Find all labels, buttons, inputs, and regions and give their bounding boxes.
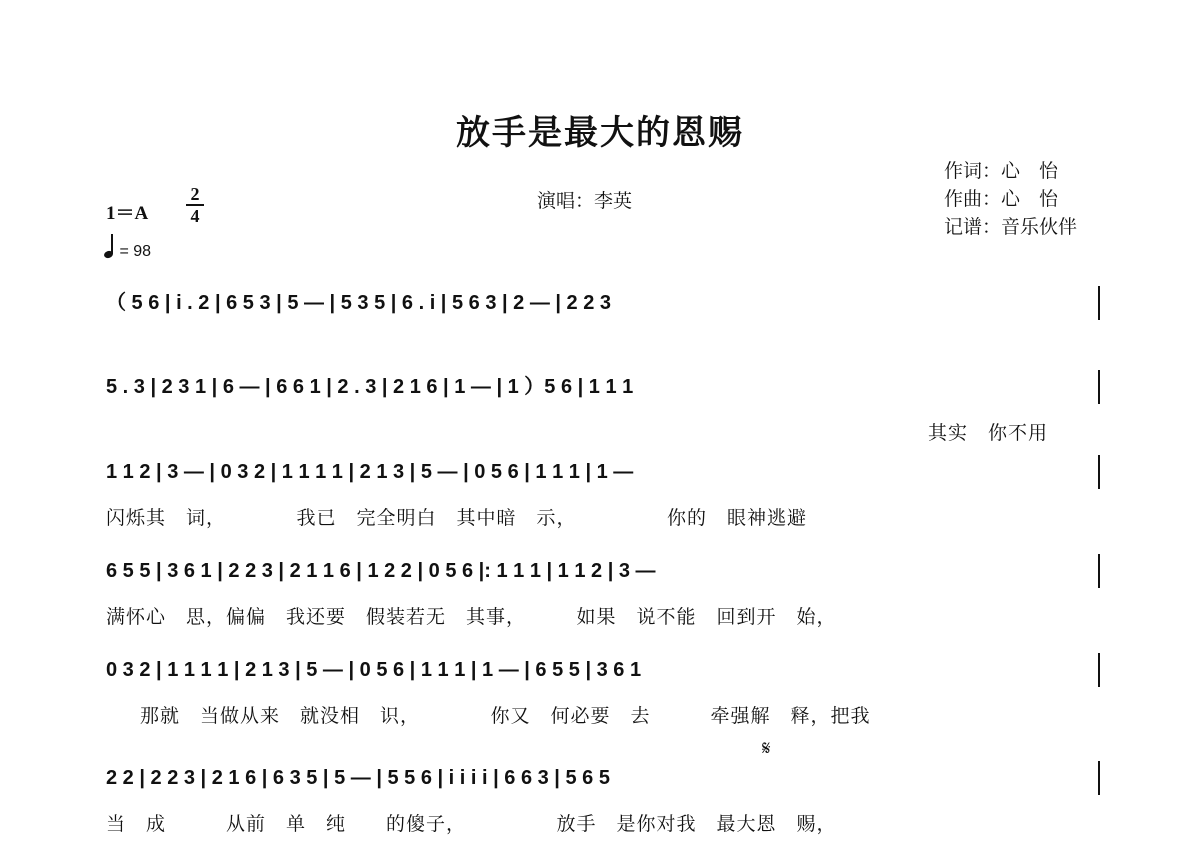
- key-signature: 1＝A: [106, 203, 149, 224]
- row-3-end-barline: [1098, 455, 1100, 489]
- row-5-end-barline: [1098, 653, 1100, 687]
- row-6-end-barline: [1098, 761, 1100, 795]
- staff-row-5: [0, 655, 1200, 727]
- time-signature: [186, 184, 204, 226]
- row-4-lyrics: 满怀心 思，偏偏 我还要 假装若无 其事， 如果 说不能 回到开 始，: [106, 606, 837, 628]
- time-signature-top: 2: [190, 184, 200, 204]
- row-4-notes: 6 5 5 | 3 6 1 | 2 2 3 | 2 1 1 6 | 1 2 2 | 0 5 6 |: 1 1 1 | 1 1 2 | 3 —: [106, 560, 656, 582]
- row-6-lyrics: 当 成 从前 单 纯 的傻子， 放手 是你对我 最大恩 赐，: [106, 813, 837, 835]
- row-1-notes: （ 5 6 | i . 2 | 6 5 3 | 5 — | 5 3 5 | 6 . i | 5 6 3 | 2 — | 2 2 3: [106, 292, 612, 314]
- lyricist-credit: 作词：心 怡: [944, 160, 1059, 182]
- row-3-notes: 1 1 2 | 3 — | 0 3 2 | 1 1 1 1 | 2 1 3 | 5 — | 0 5 6 | 1 1 1 | 1 —: [106, 461, 634, 483]
- row-6-notes: 2 2 | 2 2 3 | 2 1 6 | 6 3 5 | 5 — | 5 5 6 | i i i i | 6 6 3 | 5 6 5: [106, 767, 610, 789]
- row-3-lyrics: 闪烁其 词， 我已 完全明白 其中暗 示， 你的 眼神逃避: [106, 507, 808, 529]
- row-5-notes: 0 3 2 | 1 1 1 1 | 2 1 3 | 5 — | 0 5 6 | 1 1 1 | 1 — | 6 5 5 | 3 6 1: [106, 659, 642, 681]
- tempo-marking: [104, 236, 151, 261]
- staff-row-2: [0, 372, 1200, 444]
- row-2-lyrics: 其实 你不用: [928, 422, 1049, 444]
- row-2-notes: 5 . 3 | 2 3 1 | 6 — | 6 6 1 | 2 . 3 | 2 1 6 | 1 — | 1 ）5 6 | 1 1 1: [106, 376, 634, 398]
- row-1-end-barline: [1098, 286, 1100, 320]
- song-title: 放手是最大的恩赐: [456, 113, 744, 153]
- segno-icon: 𝄋: [762, 736, 771, 760]
- staff-row-1: [0, 288, 1200, 348]
- staff-row-3: [0, 457, 1200, 529]
- row-2-end-barline: [1098, 370, 1100, 404]
- tempo-value: = 98: [119, 243, 152, 260]
- row-4-end-barline: [1098, 554, 1100, 588]
- staff-row-6: [0, 763, 1200, 835]
- staff-row-4: [0, 556, 1200, 628]
- composer-credit: 作曲：心 怡: [944, 188, 1059, 210]
- time-signature-bottom: 4: [190, 206, 200, 226]
- transcriber-credit: 记谱：音乐伙伴: [944, 216, 1078, 238]
- row-5-lyrics: 那就 当做从来 就没相 识， 你又 何必要 去 牵强解 释，把我: [140, 705, 871, 727]
- singer-credit: 演唱：李英: [537, 190, 633, 212]
- quarter-note-stem: [111, 234, 113, 254]
